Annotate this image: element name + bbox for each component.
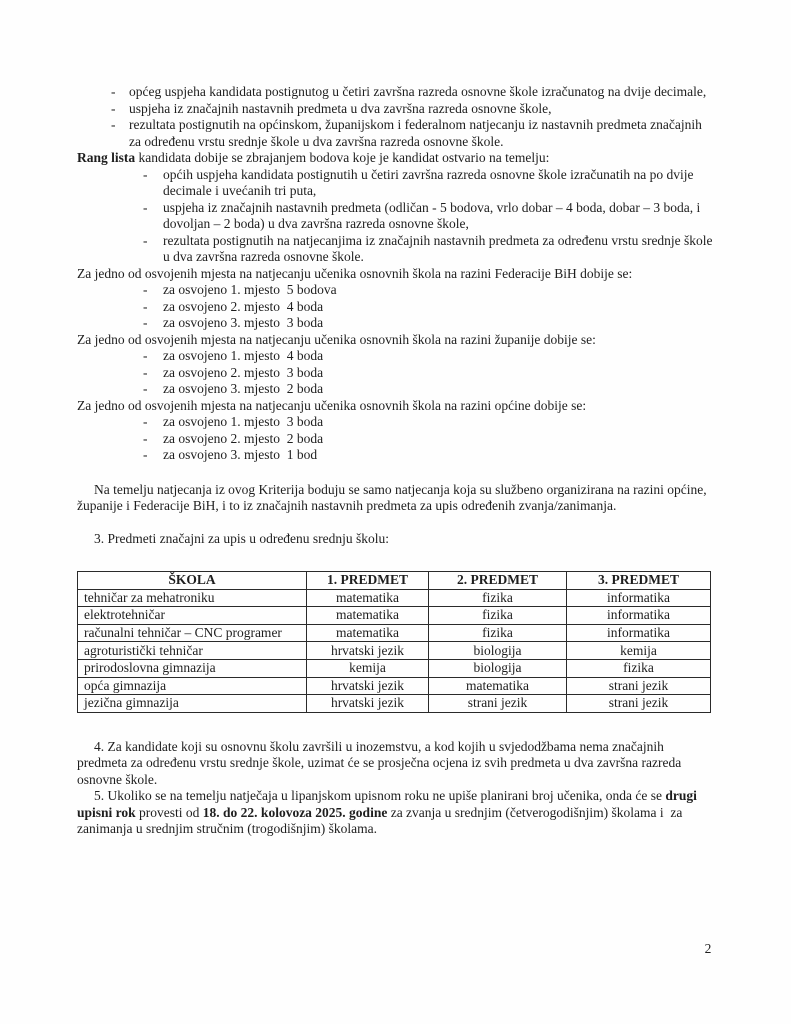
dash-bullet-marker: - [143,199,148,215]
table-header-row [78,572,711,590]
dash-bullet-marker: - [143,166,148,182]
cell-subject: strani jezik [567,695,711,713]
rang-lista-rest: kandidata dobije se zbrajanjem bodova koje je kandidat ostvario na temelju: [135,150,550,165]
cell-school: agroturistički tehničar [78,642,307,660]
cell-subject: strani jezik [429,695,567,713]
list-item [77,299,714,316]
paragraph-5-bold-term: drugi upisni rok [77,788,701,820]
cell-subject: hrvatski jezik [307,695,429,713]
competition-intro-federation: Za jedno od osvojenih mjesta na natjecanju učenika osnovnih škola na razini Federacije BiH dobije se: [77,265,633,281]
cell-subject: hrvatski jezik [307,677,429,695]
subjects-table [77,571,711,713]
cell-subject: informatika [567,607,711,625]
column-header-subject1: 1. PREDMET [307,572,429,590]
cell-subject: matematika [429,677,567,695]
cell-school: jezična gimnazija [78,695,307,713]
list-item [77,431,714,448]
list-item [77,447,714,464]
dash-bullet-marker: - [143,348,148,363]
table-row [78,624,711,642]
list-item [77,282,714,299]
dash-bullet-marker: - [111,84,116,99]
list-item [77,233,714,266]
competition-intro-county: Za jedno od osvojenih mjesta na natjecanju učenika osnovnih škola na razini županije dobije se: [77,331,596,347]
bullet-text: općih uspjeha kandidata postignutih u četiri završna razreda osnovne škole izračunatih na po dvije decimale i uvećanih tri puta, [163,166,697,198]
points-text: za osvojeno 2. mjesto 4 boda [163,298,324,314]
competition-intro-municipality: Za jedno od osvojenih mjesta na natjecanju učenika osnovnih škola na razini općine dobije se: [77,397,587,413]
bullet-text: uspjeha iz značajnih nastavnih predmeta (odličan - 5 bodova, vrlo dobar – 4 boda, dobar – 3 boda, i dovoljan – 2 boda) u dva završna razreda osnovne škole, [163,199,707,231]
cell-subject: informatika [567,624,711,642]
dash-bullet-marker: - [143,364,148,380]
cell-school: prirodoslovna gimnazija [78,659,307,677]
column-header-subject2: 2. PREDMET [429,572,567,590]
cell-subject: fizika [429,624,567,642]
paragraph-4: 4. Za kandidate koji su osnovnu školu završili u inozemstvu, a kod kojih u svjedodžbama nema značajnih predmeta za određenu vrstu srednje škole, uzimat će se prosječna ocjena iz svih predmeta u dva završna razreda osnovne škole. [77,738,685,787]
cell-school: računalni tehničar – CNC programer [78,624,307,642]
cell-subject: biologija [429,642,567,660]
rang-lista-lead: Rang lista [77,150,136,165]
list-item [77,348,714,365]
bullet-text: rezultata postignutih na općinskom, županijskom i federalnom natjecanju iz nastavnih predmeta značajnih za određenu vrstu srednje škole u dva završna razreda osnovne škole. [129,117,706,149]
points-text: za osvojeno 1. mjesto 5 bodova [163,282,337,297]
cell-subject: biologija [429,659,567,677]
paragraph-5-segment: provesti od [135,804,203,820]
cell-subject: kemija [567,642,711,660]
column-header-subject3: 3. PREDMET [567,572,711,590]
cell-subject: matematika [307,607,429,625]
points-text: za osvojeno 3. mjesto 3 boda [163,315,324,330]
paragraph-5-segment: za zvanja u srednjim (četverogodišnjim) školama i za zanimanja u srednjim stručnim (trogodišnjim) školama. [77,804,686,837]
cell-subject: hrvatski jezik [307,642,429,660]
document-content [77,84,714,838]
list-item [77,101,714,118]
table-row [78,607,711,625]
list-item [77,414,714,431]
note-paragraph: Na temelju natjecanja iz ovog Kriterija boduju se samo natjecanja koja su službeno organizirana na razini općine, županije i Federacije BiH, i to iz značajnih nastavnih predmeta za upis određenih zvanja/zanimanja. [77,481,711,513]
points-text: za osvojeno 3. mjesto 1 bod [163,447,318,462]
dash-bullet-marker: - [143,430,148,446]
dash-bullet-marker: - [111,100,116,116]
dash-bullet-marker: - [143,298,148,314]
dash-bullet-marker: - [143,315,148,330]
list-item [77,365,714,382]
table-row [78,659,711,677]
table-row [78,642,711,660]
bullet-text: uspjeha iz značajnih nastavnih predmeta u dva završna razreda osnovne škole, [129,100,552,116]
cell-school: opća gimnazija [78,677,307,695]
cell-subject: informatika [567,589,711,607]
list-item [77,200,714,233]
points-text: za osvojeno 3. mjesto 2 boda [163,381,324,396]
table-row [78,677,711,695]
points-text: za osvojeno 2. mjesto 3 boda [163,364,324,380]
table-row [78,695,711,713]
cell-subject: fizika [429,589,567,607]
dash-bullet-marker: - [143,414,148,429]
paragraph-5-bold-date: 18. do 22. kolovoza 2025. godine [202,804,388,820]
cell-subject: fizika [429,607,567,625]
page-number: 2 [704,941,712,956]
cell-subject: matematika [307,624,429,642]
cell-subject: kemija [307,659,429,677]
table-row [78,589,711,607]
list-item [77,315,714,332]
dash-bullet-marker: - [143,447,148,462]
dash-bullet-marker: - [143,381,148,396]
bullet-text: rezultata postignutih na natjecanjima iz značajnih nastavnih predmeta za određenu vrstu srednje škole u dva završna razreda osnovne škole. [163,232,716,264]
list-item [77,167,714,200]
cell-school: elektrotehničar [78,607,307,625]
paragraph-5 [77,788,714,838]
rang-lista-paragraph [77,150,714,167]
section3-heading: 3. Predmeti značajni za upis u određenu srednju školu: [94,530,390,546]
dash-bullet-marker: - [143,282,148,297]
points-text: za osvojeno 2. mjesto 2 boda [163,430,324,446]
cell-subject: matematika [307,589,429,607]
bullet-text: općeg uspjeha kandidata postignutog u četiri završna razreda osnovne škole izračunatog na dvije decimale, [129,84,707,99]
cell-school: tehničar za mehatroniku [78,589,307,607]
dash-bullet-marker: - [143,232,148,248]
points-text: za osvojeno 1. mjesto 4 boda [163,348,324,363]
points-text: za osvojeno 1. mjesto 3 boda [163,414,324,429]
dash-bullet-marker: - [111,117,116,132]
cell-subject: fizika [567,659,711,677]
column-header-school: ŠKOLA [78,572,307,590]
cell-subject: strani jezik [567,677,711,695]
paragraph-5-segment: 5. Ukoliko se na temelju natječaja u lipanjskom upisnom roku ne upiše planirani broj učenika, onda će se [94,788,666,804]
list-item [77,84,714,101]
list-item [77,117,714,150]
list-item [77,381,714,398]
